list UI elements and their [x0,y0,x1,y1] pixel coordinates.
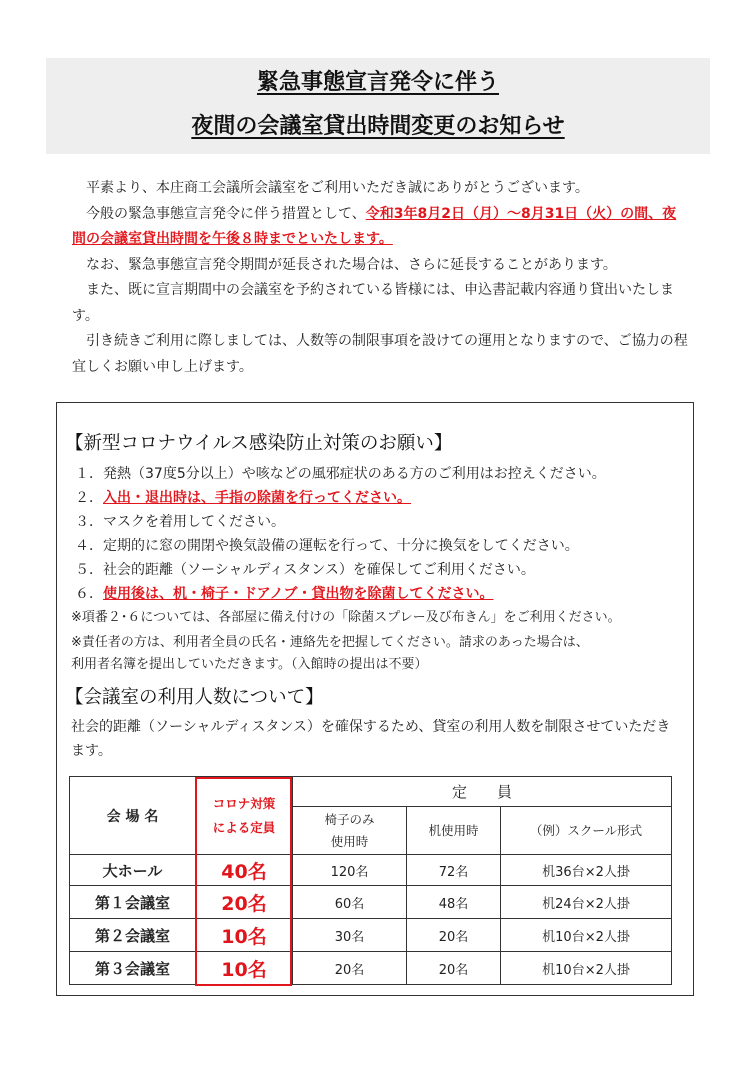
chair-capacity-cell: 120名 [293,855,407,886]
corona-capacity-cell: 40名 [196,855,293,886]
item-text: 入出・退出時は、手指の除菌を行ってください。 [103,490,411,506]
item-number: ６． [75,586,103,602]
sub-school-header: （例）スクール形式 [501,807,672,855]
intro-paragraph-3: なお、緊急事態宣言発令期間が延長された場合は、さらに延長することがあります。 [86,256,617,273]
title-line-2: 夜間の会議室貸出時間変更のお知らせ [191,114,565,139]
venue-cell: 第２会議室 [70,919,196,952]
title-banner [46,58,710,154]
intro-paragraph-1: 平素より、本庄商工会議所会議室をご利用いただき誠にありがとうございます。 [86,180,589,196]
corona-item-6 [75,585,493,603]
item-text: 社会的距離（ソーシャルディスタンス）を確保してご利用ください。 [103,562,535,578]
col-corona-line-1: コロナ対策 [212,795,276,811]
venue-cell: 第１会議室 [70,886,196,919]
table-row [70,886,672,919]
title-line-1: 緊急事態宣言発令に伴う [256,70,499,95]
item-number: ２． [75,490,103,506]
corona-item-1 [75,465,606,483]
corona-capacity-cell: 20名 [196,886,293,919]
item-text: マスクを着用してください。 [103,514,285,530]
col-venue-header: 会 場 名 [70,777,196,855]
item-text: 発熱（37度5分以上）や咳などの風邪症状のある方のご利用はお控えください。 [103,466,606,482]
school-layout-cell: 机24台×2人掛 [501,886,672,919]
chair-capacity-cell: 20名 [293,952,407,985]
table-row [70,919,672,952]
sub-desk-header: 机使用時 [407,807,501,855]
desk-capacity-cell: 20名 [407,919,501,952]
corona-item-3 [75,513,285,531]
capacity-description: 社会的距離（ソーシャルディスタンス）を確保するため、貸室の利用人数を制限させていただきます。 [71,719,671,759]
venue-cell: 第３会議室 [70,952,196,985]
school-layout-cell: 机10台×2人掛 [501,919,672,952]
intro-paragraph-4: また、既に宣言期間中の会議室を予約されている皆様には、申込書記載内容通り貸出いたします。 [72,282,674,324]
sub-chair-line-2: 使用時 [330,833,369,849]
chair-capacity-cell: 60名 [293,886,407,919]
table-row [70,855,672,886]
note-2-line-2: 利用者名簿を提出していただきます。（入館時の提出は不要） [71,657,428,672]
venue-cell: 大ホール [70,855,196,886]
item-number: １． [75,466,103,482]
corona-item-2 [75,489,411,507]
item-text: 定期的に窓の開閉や換気設備の運転を行って、十分に換気をしてください。 [103,538,579,554]
table-row [70,952,672,985]
item-number: ５． [75,562,103,578]
capacity-heading: 【会議室の利用人数について】 [65,687,324,708]
intro-paragraph-5: 引き続きご利用に際しましては、人数等の制限事項を設けての運用となりますので、ご協力の程宜しくお願い申し上げます。 [72,333,688,375]
desk-capacity-cell: 20名 [407,952,501,985]
sub-chair-line-1: 椅子のみ [324,811,375,827]
col-corona-line-2: による定員 [212,819,276,835]
school-layout-cell: 机10台×2人掛 [501,952,672,985]
col-corona-header [196,777,293,855]
corona-capacity-cell: 10名 [196,952,293,985]
item-text: 使用後は、机・椅子・ドアノブ・貸出物を除菌してください。 [103,586,494,602]
notice-box [56,402,694,996]
note-1: ※項番２･６については、各部屋に備え付けの「除菌スプレー及び布きん」をご利用ください。 [71,610,621,625]
desk-capacity-cell: 72名 [407,855,501,886]
capacity-table [69,776,672,985]
chair-capacity-cell: 30名 [293,919,407,952]
corona-item-4 [75,537,579,555]
col-capacity-header: 定 員 [293,777,672,807]
corona-heading: 【新型コロナウイルス感染防止対策のお願い】 [65,433,453,454]
intro-p2-prefix: 今般の緊急事態宣言発令に伴う措置として、 [86,205,366,222]
sub-chair-header [293,807,407,855]
item-number: ４． [75,538,103,554]
intro-text [72,176,690,380]
desk-capacity-cell: 48名 [407,886,501,919]
school-layout-cell: 机36台×2人掛 [501,855,672,886]
table-header-row [70,777,672,807]
intro-paragraph-2 [72,202,690,253]
corona-item-5 [75,561,535,579]
corona-capacity-cell: 10名 [196,919,293,952]
note-2-line-1: ※責任者の方は、利用者全員の氏名・連絡先を把握してください。請求のあった場合は、 [71,635,589,650]
intro-p2-highlight: 令和3年8月2日（月）～8月31日（火）の間、夜間の会議室貸出時間を午後８時までといたします。 [72,205,677,247]
item-number: ３． [75,514,103,530]
